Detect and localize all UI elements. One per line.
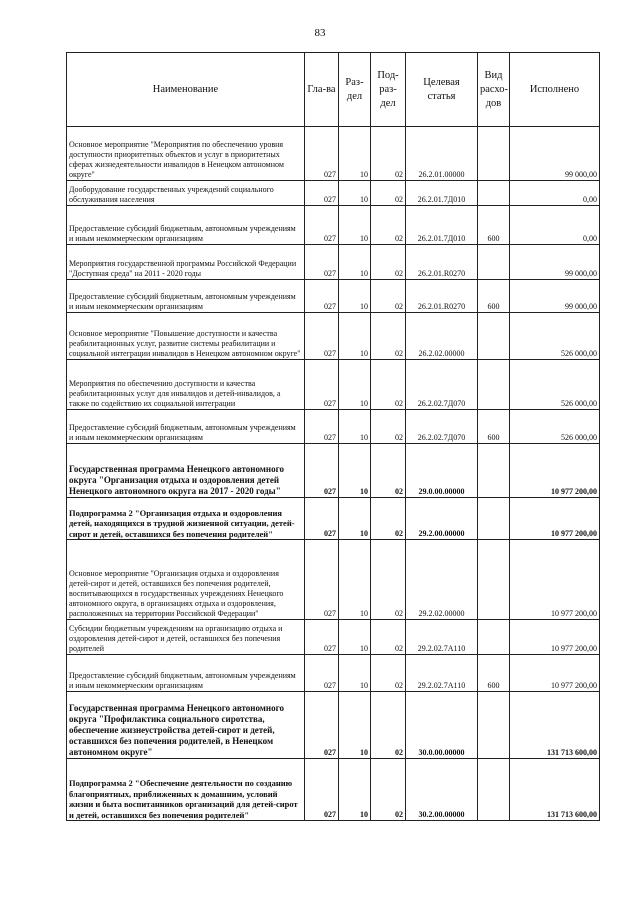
row-vid-cell: 600 — [478, 410, 510, 444]
row-done-cell: 0,00 — [510, 181, 600, 206]
row-target-cell: 26.2.01.00000 — [406, 127, 478, 181]
row-vid-cell: 600 — [478, 655, 510, 692]
row-name-cell: Государственная программа Ненецкого автономного округа "Организация отдыха и оздоровления детей Ненецкого автономного округа на 2017 - 2020 годы" — [67, 444, 305, 498]
row-razdel-cell: 10 — [339, 245, 371, 280]
row-glava-cell: 027 — [305, 360, 339, 410]
row-done-cell: 10 977 200,00 — [510, 498, 600, 540]
row-glava-cell: 027 — [305, 410, 339, 444]
row-glava-cell: 027 — [305, 313, 339, 360]
row-target-cell: 29.2.02.7А110 — [406, 655, 478, 692]
row-done-cell: 10 977 200,00 — [510, 620, 600, 655]
row-done-cell: 131 713 600,00 — [510, 692, 600, 759]
row-podrazdel-cell: 02 — [371, 759, 406, 821]
row-glava-cell: 027 — [305, 620, 339, 655]
header-row — [67, 53, 600, 127]
row-name-cell: Подпрограмма 2 "Организация отдыха и оздоровления детей, находящихся в трудной жизненной ситуации, детей-сирот и детей, оставшихся без попечения родителей" — [67, 498, 305, 540]
row-done-cell: 10 977 200,00 — [510, 655, 600, 692]
row-podrazdel-cell: 02 — [371, 540, 406, 620]
row-vid-cell: 600 — [478, 280, 510, 313]
table-row — [67, 759, 600, 821]
row-target-cell: 26.2.01.7Д010 — [406, 181, 478, 206]
table-row — [67, 692, 600, 759]
table-row — [67, 206, 600, 245]
row-glava-cell: 027 — [305, 498, 339, 540]
row-target-cell: 26.2.02.7Д070 — [406, 360, 478, 410]
row-razdel-cell: 10 — [339, 280, 371, 313]
row-target-cell: 26.2.01.R0270 — [406, 280, 478, 313]
row-razdel-cell: 10 — [339, 759, 371, 821]
row-razdel-cell: 10 — [339, 360, 371, 410]
row-target-cell: 26.2.01.R0270 — [406, 245, 478, 280]
row-name-cell: Дооборудование государственных учреждений социального обслуживания населения — [67, 181, 305, 206]
table-row — [67, 655, 600, 692]
row-podrazdel-cell: 02 — [371, 410, 406, 444]
row-podrazdel-cell: 02 — [371, 655, 406, 692]
row-glava-cell: 027 — [305, 206, 339, 245]
row-vid-cell — [478, 540, 510, 620]
row-target-cell: 26.2.02.7Д070 — [406, 410, 478, 444]
table-row — [67, 444, 600, 498]
row-podrazdel-cell: 02 — [371, 620, 406, 655]
row-podrazdel-cell: 02 — [371, 692, 406, 759]
row-vid-cell — [478, 245, 510, 280]
header-target: Целевая статья — [406, 53, 478, 127]
row-done-cell: 526 000,00 — [510, 313, 600, 360]
table-row — [67, 313, 600, 360]
row-target-cell: 29.2.02.7А110 — [406, 620, 478, 655]
table-row — [67, 410, 600, 444]
row-name-cell: Мероприятия государственной программы Российской Федерации "Доступная среда" на 2011 - 2020 годы — [67, 245, 305, 280]
row-podrazdel-cell: 02 — [371, 206, 406, 245]
row-vid-cell — [478, 360, 510, 410]
row-name-cell: Мероприятия по обеспечению доступности и качества реабилитационных услуг для инвалидов и детей-инвалидов, а также по содействию их социальной интеграции — [67, 360, 305, 410]
row-razdel-cell: 10 — [339, 127, 371, 181]
row-podrazdel-cell: 02 — [371, 280, 406, 313]
row-name-cell: Основное мероприятие "Повышение доступности и качества реабилитационных услуг, развитие системы реабилитации и социальной интеграции инвалидов в Ненецком автономном округе" — [67, 313, 305, 360]
table-row — [67, 498, 600, 540]
row-podrazdel-cell: 02 — [371, 127, 406, 181]
row-glava-cell: 027 — [305, 692, 339, 759]
row-target-cell: 29.0.00.00000 — [406, 444, 478, 498]
row-done-cell: 131 713 600,00 — [510, 759, 600, 821]
row-done-cell: 526 000,00 — [510, 360, 600, 410]
row-name-cell: Предоставление субсидий бюджетным, автономным учреждениям и иным некоммерческим организациям — [67, 410, 305, 444]
row-vid-cell — [478, 127, 510, 181]
header-name: Наименование — [67, 53, 305, 127]
row-razdel-cell: 10 — [339, 313, 371, 360]
row-glava-cell: 027 — [305, 245, 339, 280]
row-podrazdel-cell: 02 — [371, 313, 406, 360]
row-razdel-cell: 10 — [339, 498, 371, 540]
row-podrazdel-cell: 02 — [371, 245, 406, 280]
row-done-cell: 10 977 200,00 — [510, 540, 600, 620]
row-done-cell: 10 977 200,00 — [510, 444, 600, 498]
row-razdel-cell: 10 — [339, 655, 371, 692]
row-podrazdel-cell: 02 — [371, 181, 406, 206]
row-vid-cell — [478, 313, 510, 360]
row-glava-cell: 027 — [305, 181, 339, 206]
row-glava-cell: 027 — [305, 540, 339, 620]
row-done-cell: 0,00 — [510, 206, 600, 245]
row-razdel-cell: 10 — [339, 410, 371, 444]
row-vid-cell — [478, 498, 510, 540]
row-podrazdel-cell: 02 — [371, 360, 406, 410]
header-glava: Гла-ва — [305, 53, 339, 127]
table-row — [67, 245, 600, 280]
row-glava-cell: 027 — [305, 280, 339, 313]
row-done-cell: 99 000,00 — [510, 280, 600, 313]
row-glava-cell: 027 — [305, 655, 339, 692]
row-target-cell: 30.2.00.00000 — [406, 759, 478, 821]
table-body — [67, 127, 600, 821]
row-target-cell: 26.2.02.00000 — [406, 313, 478, 360]
row-glava-cell: 027 — [305, 127, 339, 181]
row-glava-cell: 027 — [305, 444, 339, 498]
row-razdel-cell: 10 — [339, 181, 371, 206]
row-podrazdel-cell: 02 — [371, 444, 406, 498]
row-name-cell: Основное мероприятие "Организация отдыха и оздоровления детей-сирот и детей, оставшихся без попечения родителей, воспитывающихся в государственных учреждениях Ненецкого автономного округа, в организациях отдыха и оздоровления, расположенных на территории Российской Федерации" — [67, 540, 305, 620]
header-done: Исполнено — [510, 53, 600, 127]
row-vid-cell — [478, 444, 510, 498]
row-vid-cell — [478, 759, 510, 821]
table-row — [67, 620, 600, 655]
row-glava-cell: 027 — [305, 759, 339, 821]
row-done-cell: 99 000,00 — [510, 127, 600, 181]
row-razdel-cell: 10 — [339, 620, 371, 655]
row-target-cell: 26.2.01.7Д010 — [406, 206, 478, 245]
row-vid-cell — [478, 620, 510, 655]
table-row — [67, 540, 600, 620]
row-vid-cell: 600 — [478, 206, 510, 245]
row-razdel-cell: 10 — [339, 692, 371, 759]
row-name-cell: Предоставление субсидий бюджетным, автономным учреждениям и иным некоммерческим организациям — [67, 655, 305, 692]
row-done-cell: 526 000,00 — [510, 410, 600, 444]
page-number: 83 — [314, 27, 326, 39]
row-name-cell: Основное мероприятие "Мероприятия по обеспечению уровня доступности приоритетных объектов и услуг в приоритетных сферах жизнедеятельности инвалидов в Ненецком автономном округе" — [67, 127, 305, 181]
row-name-cell: Субсидии бюджетным учреждениям на организацию отдыха и оздоровления детей-сирот и детей, оставшихся без попечения родителей — [67, 620, 305, 655]
header-razdel: Раз-дел — [339, 53, 371, 127]
table-row — [67, 127, 600, 181]
header-vid: Вид расхо-дов — [478, 53, 510, 127]
row-vid-cell — [478, 181, 510, 206]
row-done-cell: 99 000,00 — [510, 245, 600, 280]
table-row — [67, 360, 600, 410]
row-name-cell: Государственная программа Ненецкого автономного округа "Профилактика социального сиротства, обеспечение жизнеустройства детей-сирот и детей, оставшихся без попечения родителей, в Ненецком автономном округе" — [67, 692, 305, 759]
row-vid-cell — [478, 692, 510, 759]
row-podrazdel-cell: 02 — [371, 498, 406, 540]
table-row — [67, 280, 600, 313]
row-target-cell: 29.2.02.00000 — [406, 540, 478, 620]
row-target-cell: 30.0.00.00000 — [406, 692, 478, 759]
row-name-cell: Предоставление субсидий бюджетным, автономным учреждениям и иным некоммерческим организациям — [67, 206, 305, 245]
row-razdel-cell: 10 — [339, 444, 371, 498]
budget-table — [66, 52, 600, 821]
row-razdel-cell: 10 — [339, 206, 371, 245]
row-target-cell: 29.2.00.00000 — [406, 498, 478, 540]
row-razdel-cell: 10 — [339, 540, 371, 620]
header-podrazdel: Под-раз-дел — [371, 53, 406, 127]
row-name-cell: Подпрограмма 2 "Обеспечение деятельности по созданию благоприятных, приближенных к домашним, условий жизни и быта воспитанников организаций для детей-сирот и детей, оставшихся без попечения родителей" — [67, 759, 305, 821]
table-row — [67, 181, 600, 206]
row-name-cell: Предоставление субсидий бюджетным, автономным учреждениям и иным некоммерческим организациям — [67, 280, 305, 313]
